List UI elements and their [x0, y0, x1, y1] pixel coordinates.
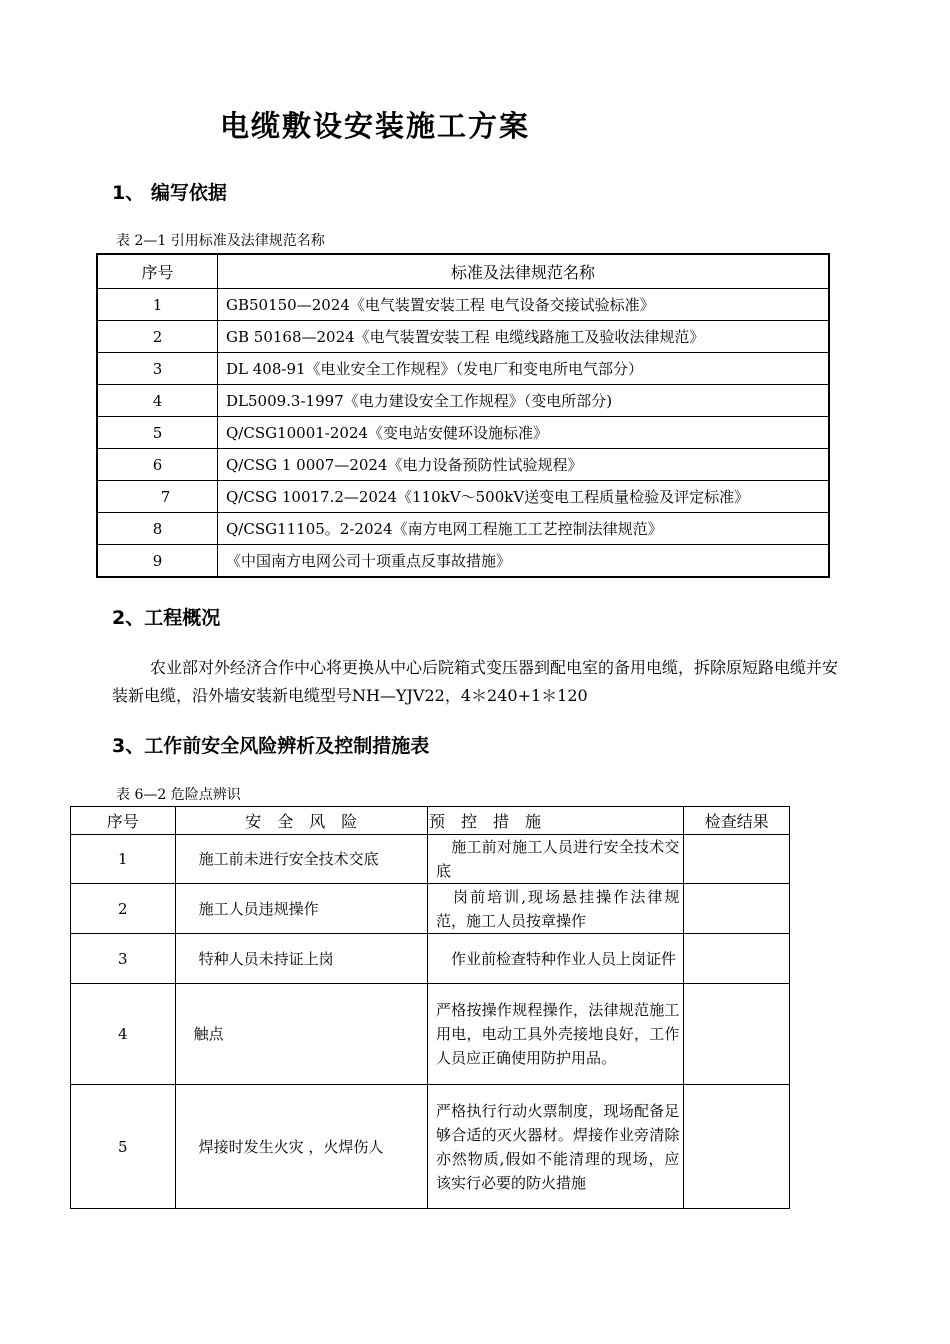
row-standard-name: Q/CSG11105。2-2024《南方电网工程施工工艺控制法律规范》 [218, 513, 830, 545]
row-control: 岗前培训,现场悬挂操作法律规范，施工人员按章操作 [427, 884, 683, 934]
row-risk: 施工人员违规操作 [175, 884, 427, 934]
table-row [97, 353, 829, 385]
row-check-result [684, 984, 790, 1085]
table-row [71, 835, 790, 884]
row-index: 2 [71, 884, 176, 934]
row-risk: 焊接时发生火灾 ，火焊伤人 [175, 1085, 427, 1209]
row-index: 6 [97, 449, 218, 481]
project-overview-paragraph: 农业部对外经济合作中心将更换从中心后院箱式变压器到配电室的备用电缆，拆除原短路电缆并安装新电缆，沿外墙安装新电缆型号NH—YJV22，4＊240+1＊120 [112, 658, 839, 705]
row-index: 4 [97, 385, 218, 417]
row-risk: 施工前未进行安全技术交底 [175, 835, 427, 884]
table2-caption: 表 6—2 危险点辨识 [116, 787, 241, 803]
table1-caption: 表 2—1 引用标准及法律规范名称 [116, 233, 325, 249]
row-standard-name: GB 50168—2024《电气装置安装工程 电缆线路施工及验收法律规范》 [218, 321, 830, 353]
table-row [97, 545, 829, 578]
header-standard-name: 标准及法律规范名称 [218, 254, 830, 289]
row-standard-name: DL 408-91《电业安全工作规程》（发电厂和变电所电气部分） [218, 353, 830, 385]
row-check-result [684, 1085, 790, 1209]
section3-heading: 3、工作前安全风险辨析及控制措施表 [112, 735, 430, 757]
row-index: 7 [97, 481, 218, 513]
row-control: 施工前对施工人员进行安全技术交底 [427, 835, 683, 884]
header-index: 序号 [97, 254, 218, 289]
table-row [71, 1085, 790, 1209]
table-row [71, 884, 790, 934]
table-row [71, 934, 790, 984]
section1-heading: 1、 编写依据 [112, 182, 227, 204]
row-check-result [684, 835, 790, 884]
header-risk: 安 全 风 险 [175, 807, 427, 835]
row-check-result [684, 934, 790, 984]
row-standard-name: Q/CSG 1 0007—2024《电力设备预防性试验规程》 [218, 449, 830, 481]
table-header-row [97, 254, 829, 289]
row-index: 1 [97, 289, 218, 321]
row-control: 严格执行行动火票制度，现场配备足够合适的灭火器材。焊接作业旁清除亦然物质,假如不能清理的现场，应该实行必要的防火措施 [427, 1085, 683, 1209]
table-row [97, 289, 829, 321]
section2-heading: 2、工程概况 [112, 607, 221, 629]
header-index: 序号 [71, 807, 176, 835]
table-header-row [71, 807, 790, 835]
row-index: 5 [71, 1085, 176, 1209]
row-standard-name: Q/CSG 10017.2—2024《110kV～500kV送变电工程质量检验及评定标准》 [218, 481, 830, 513]
row-risk: 触点 [175, 984, 427, 1085]
header-control: 预 控 措 施 [427, 807, 683, 835]
row-index: 3 [97, 353, 218, 385]
row-index: 8 [97, 513, 218, 545]
row-check-result [684, 884, 790, 934]
row-index: 1 [71, 835, 176, 884]
risk-control-table [70, 806, 790, 1209]
table-row [97, 321, 829, 353]
row-control: 严格按操作规程操作，法律规范施工用电，电动工具外壳接地良好，工作人员应正确使用防护用品。 [427, 984, 683, 1085]
table-row [97, 513, 829, 545]
standards-table [96, 253, 830, 578]
table-row [71, 984, 790, 1085]
row-standard-name: GB50150—2024《电气装置安装工程 电气设备交接试验标准》 [218, 289, 830, 321]
row-control: 作业前检查特种作业人员上岗证件 [427, 934, 683, 984]
row-index: 3 [71, 934, 176, 984]
document-title: 电缆敷设安装施工方案 [220, 109, 531, 143]
table-row [97, 417, 829, 449]
row-standard-name: Q/CSG10001-2024《变电站安健环设施标准》 [218, 417, 830, 449]
row-standard-name: 《中国南方电网公司十项重点反事故措施》 [218, 545, 830, 578]
row-index: 4 [71, 984, 176, 1085]
table-row [97, 481, 829, 513]
row-index: 9 [97, 545, 218, 578]
header-check-result: 检查结果 [684, 807, 790, 835]
table-row [97, 385, 829, 417]
row-standard-name: DL5009.3-1997《电力建设安全工作规程》（变电所部分) [218, 385, 830, 417]
row-index: 5 [97, 417, 218, 449]
table-row [97, 449, 829, 481]
row-index: 2 [97, 321, 218, 353]
row-risk: 特种人员未持证上岗 [175, 934, 427, 984]
